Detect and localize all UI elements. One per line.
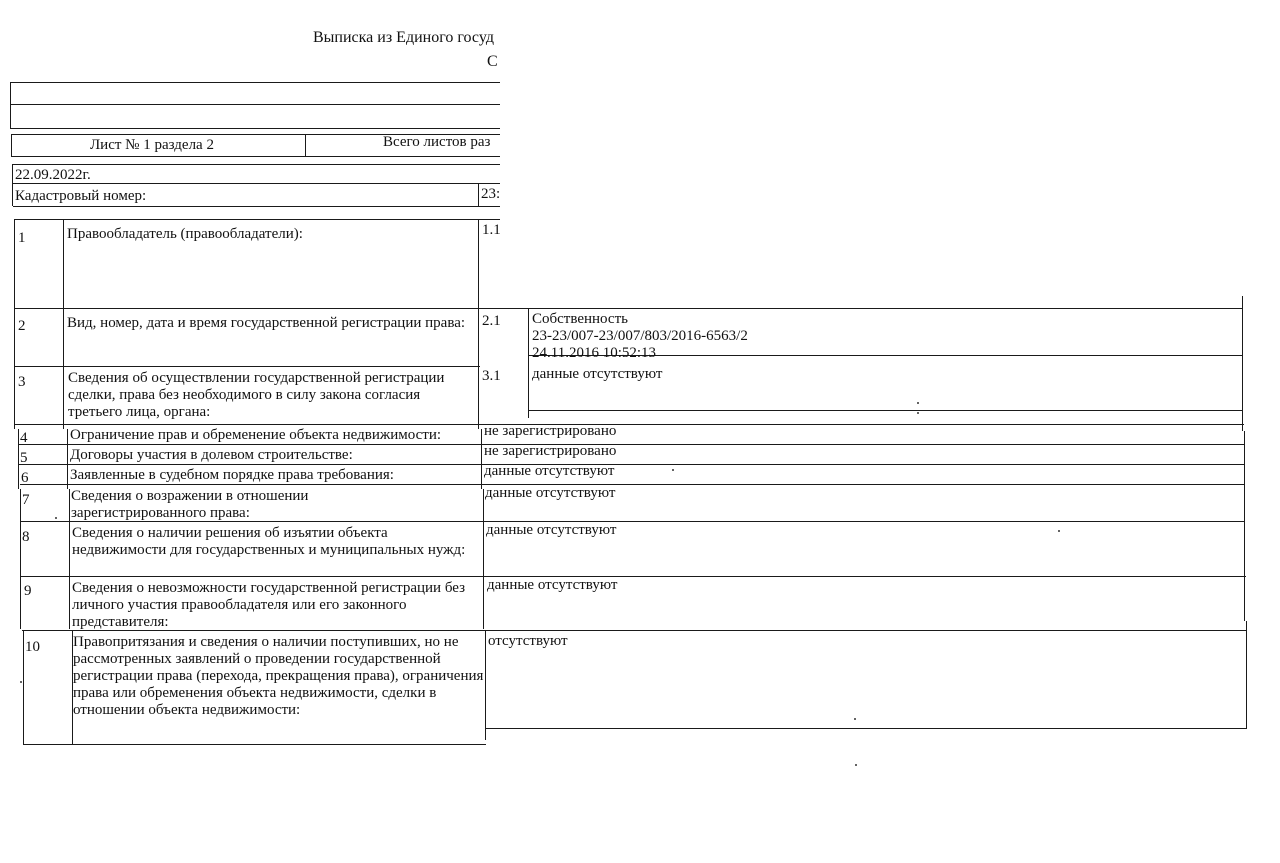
table-border — [1246, 621, 1247, 729]
table-border — [485, 728, 1247, 729]
table-border — [485, 630, 486, 740]
total-sheets-label: Всего листов раз — [383, 134, 491, 150]
scan-speck — [854, 718, 856, 720]
cadastral-row-border — [13, 206, 500, 207]
cadastral-row-divider — [478, 183, 479, 206]
table-border — [23, 744, 486, 745]
scan-speck — [917, 402, 919, 404]
row-number: 7 — [22, 492, 30, 508]
sheet-number-label: Лист № 1 раздела 2 — [90, 137, 214, 153]
document-subtitle: С — [487, 53, 498, 70]
table-border — [481, 429, 482, 489]
table-border — [478, 219, 479, 429]
row-number: 8 — [22, 529, 30, 545]
row-value: данные отсутствуют — [532, 366, 663, 382]
row-number: 4 — [20, 430, 28, 446]
table-border — [1244, 431, 1245, 621]
row-number: 6 — [21, 470, 29, 486]
sheet-row-border — [11, 156, 500, 157]
sheet-row-divider — [305, 134, 306, 156]
scan-speck — [672, 469, 674, 471]
row-label-claims-applications: Правопритязания и сведения о наличии поступивших, но не рассмотренных заявлений о проведении государственной регистрации права (перехода, прекращения права), ограничения права или обременения объекта недвижимости, сделки в отношении объекта недвижимости: — [73, 634, 484, 718]
row-number: 10 — [25, 639, 40, 655]
row-sub-number: 2.1 — [482, 313, 501, 329]
row-value: отсутствуют — [488, 633, 568, 649]
scan-speck — [1058, 530, 1060, 532]
registration-number: 23-23/007-23/007/803/2016-6563/2 — [532, 328, 748, 344]
table-border — [67, 429, 68, 489]
date-row-border — [12, 164, 13, 206]
scan-speck — [55, 517, 57, 519]
row-number: 1 — [18, 230, 26, 246]
table-border — [478, 308, 1243, 309]
table-border — [528, 308, 529, 418]
cadastral-number-value: 23: — [481, 186, 501, 202]
scan-speck — [855, 764, 857, 766]
row-value: не зарегистрировано — [484, 423, 617, 439]
scan-speck — [917, 412, 919, 414]
row-label-seizure: Сведения о наличии решения об изъятии объекта недвижимости для государственных и муниципальных нужд: — [72, 525, 466, 558]
table-border — [63, 219, 64, 429]
row-number: 9 — [24, 583, 32, 599]
row-label-right-holder: Правообладатель (правообладатели): — [67, 226, 303, 242]
ownership-type: Собственность — [532, 311, 628, 327]
row-number: 2 — [18, 318, 26, 334]
table-border — [14, 366, 480, 367]
row-label-shared-construction: Договоры участия в долевом строительстве: — [70, 447, 353, 463]
row-sub-number: 1.1 — [482, 222, 501, 238]
table-border — [23, 630, 24, 745]
extract-date: 22.09.2022г. — [15, 167, 91, 183]
registration-datetime: 24.11.2016 10:52:13 — [532, 345, 657, 361]
row-label-court-claims: Заявленные в судебном порядке права требования: — [70, 467, 394, 483]
table-border — [20, 489, 21, 629]
row-value: данные отсутствуют — [486, 522, 617, 538]
row-number: 5 — [20, 450, 28, 466]
scan-speck — [20, 681, 22, 683]
row-label-objection: Сведения о возражении в отношении зарегистрированного права: — [71, 488, 309, 521]
table-border — [14, 219, 500, 220]
row-value: данные отсутствуют — [484, 463, 615, 479]
table-border — [21, 576, 1246, 577]
row-label-registration: Вид, номер, дата и время государственной регистрации права: — [67, 315, 466, 331]
sheet-row-border — [11, 134, 12, 156]
table-border — [20, 484, 1244, 485]
table-border — [69, 489, 70, 629]
table-border — [14, 424, 1244, 425]
header-rule — [10, 104, 500, 105]
row-sub-number: 3.1 — [482, 368, 501, 384]
row-value: данные отсутствуют — [487, 577, 618, 593]
header-rule — [10, 82, 11, 128]
date-row-border — [12, 164, 500, 165]
cadastral-number-label: Кадастровый номер: — [15, 188, 147, 204]
table-border — [14, 219, 15, 429]
row-value: данные отсутствуют — [485, 485, 616, 501]
header-rule — [10, 82, 500, 83]
table-border — [528, 410, 1243, 411]
header-rule — [10, 128, 500, 129]
row-label-transaction: Сведения об осуществлении государственной регистрации сделки, права без необходимого в силу закона согласия третьего лица, органа: — [68, 370, 445, 420]
row-value: не зарегистрировано — [484, 443, 617, 459]
row-label-encumbrance: Ограничение прав и обременение объекта недвижимости: — [70, 427, 442, 443]
row-label-personal-participation: Сведения о невозможности государственной регистрации без личного участия правообладателя или его законного представителя: — [72, 580, 466, 630]
table-border — [18, 429, 19, 489]
row-number: 3 — [18, 374, 26, 390]
table-border — [14, 308, 480, 309]
document-title: Выписка из Единого госуд — [313, 29, 494, 46]
table-border — [18, 464, 1244, 465]
table-border — [18, 444, 1244, 445]
